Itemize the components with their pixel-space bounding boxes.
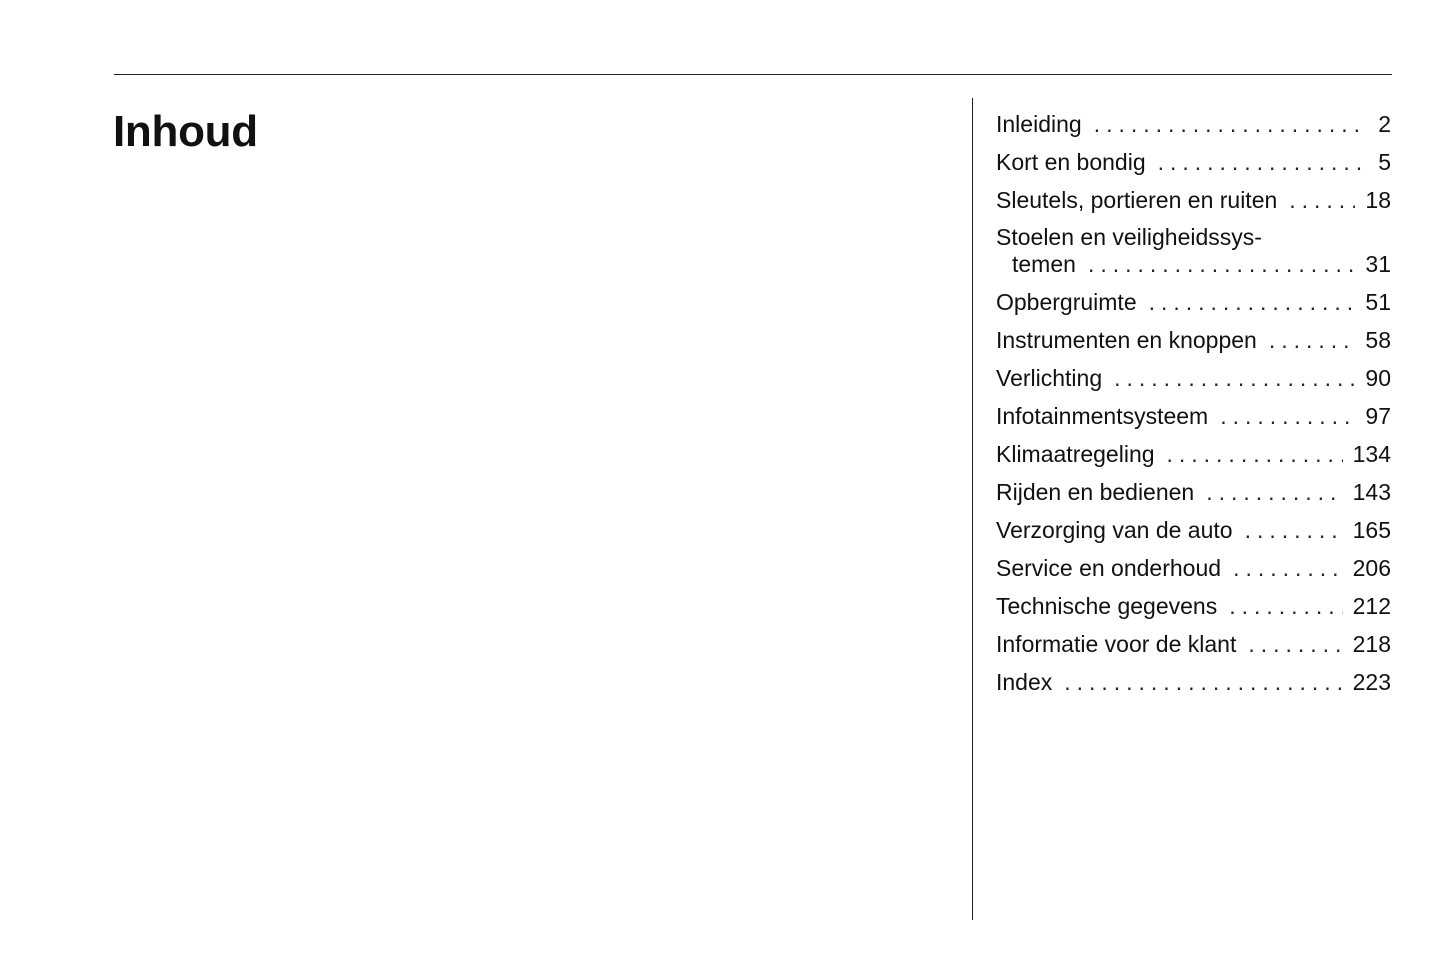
toc-page-number: 58 xyxy=(1365,327,1391,353)
toc-page-number: 218 xyxy=(1352,631,1391,657)
toc-entry-label: Technische gegevens xyxy=(996,593,1218,619)
toc-entry-klimaatregeling[interactable] xyxy=(996,440,1391,478)
toc-page-number: 212 xyxy=(1352,593,1391,619)
toc-entry-label: Service en onderhoud xyxy=(996,555,1222,581)
dot-leader xyxy=(1248,630,1342,659)
toc-page-number: 206 xyxy=(1352,555,1391,581)
toc-entry-kort-en-bondig[interactable] xyxy=(996,148,1391,186)
toc-entry-label: Verzorging van de auto xyxy=(996,517,1233,543)
toc-entry-continuation xyxy=(996,251,1391,278)
dot-leader xyxy=(1064,668,1342,697)
dot-leader xyxy=(1088,251,1355,278)
toc-page-number: 2 xyxy=(1378,111,1391,137)
toc-entry-service[interactable] xyxy=(996,554,1391,592)
toc-page-number: 97 xyxy=(1365,403,1391,429)
dot-leader xyxy=(1206,478,1342,507)
toc-page-number: 143 xyxy=(1352,479,1391,505)
toc-entry-stoelen[interactable] xyxy=(996,224,1391,288)
dot-leader xyxy=(1289,186,1355,215)
toc-entry-label: Verlichting xyxy=(996,365,1103,391)
toc-entry-opbergruimte[interactable] xyxy=(996,288,1391,326)
toc-entry-inleiding[interactable] xyxy=(996,110,1391,148)
dot-leader xyxy=(1269,326,1356,355)
toc-entry-infotainmentsysteem[interactable] xyxy=(996,402,1391,440)
toc-entry-label: Klimaatregeling xyxy=(996,441,1155,467)
toc-page-number: 51 xyxy=(1365,289,1391,315)
dot-leader xyxy=(1167,440,1343,469)
toc-entry-label: Sleutels, portieren en ruiten xyxy=(996,187,1278,213)
table-of-contents xyxy=(996,110,1391,706)
toc-entry-label: Kort en bondig xyxy=(996,149,1146,175)
toc-page-number: 18 xyxy=(1365,187,1391,213)
page-title: Inhoud xyxy=(113,107,258,156)
toc-entry-label: Instrumenten en knoppen xyxy=(996,327,1257,353)
toc-page-number: 223 xyxy=(1352,669,1391,695)
toc-entry-informatie[interactable] xyxy=(996,630,1391,668)
dot-leader xyxy=(1114,364,1355,393)
dot-leader xyxy=(1220,402,1355,431)
toc-entry-label: Inleiding xyxy=(996,111,1082,137)
header-rule xyxy=(114,74,1392,75)
dot-leader xyxy=(1245,516,1343,545)
toc-page-number: 90 xyxy=(1365,365,1391,391)
dot-leader xyxy=(1229,592,1342,621)
toc-entry-instrumenten[interactable] xyxy=(996,326,1391,364)
toc-entry-verzorging[interactable] xyxy=(996,516,1391,554)
toc-entry-label-continued: temen xyxy=(1012,251,1076,277)
toc-entry-index[interactable] xyxy=(996,668,1391,706)
toc-entry-sleutels[interactable] xyxy=(996,186,1391,224)
toc-entry-label: Opbergruimte xyxy=(996,289,1137,315)
toc-entry-label: Index xyxy=(996,669,1053,695)
dot-leader xyxy=(1233,554,1343,583)
toc-entry-technische-gegevens[interactable] xyxy=(996,592,1391,630)
toc-entry-label: Stoelen en veiligheidssys- xyxy=(996,224,1262,250)
toc-entry-label: Informatie voor de klant xyxy=(996,631,1237,657)
toc-entry-label: Infotainmentsysteem xyxy=(996,403,1209,429)
toc-entry-label: Rijden en bedienen xyxy=(996,479,1195,505)
toc-entry-verlichting[interactable] xyxy=(996,364,1391,402)
toc-page-number: 5 xyxy=(1378,149,1391,175)
column-divider xyxy=(972,98,973,920)
toc-page-number: 165 xyxy=(1352,517,1391,543)
dot-leader xyxy=(1094,110,1369,139)
dot-leader xyxy=(1158,148,1369,177)
toc-page-number: 134 xyxy=(1352,441,1391,467)
toc-entry-rijden-en-bedienen[interactable] xyxy=(996,478,1391,516)
toc-page-number: 31 xyxy=(1365,251,1391,277)
dot-leader xyxy=(1149,288,1356,317)
